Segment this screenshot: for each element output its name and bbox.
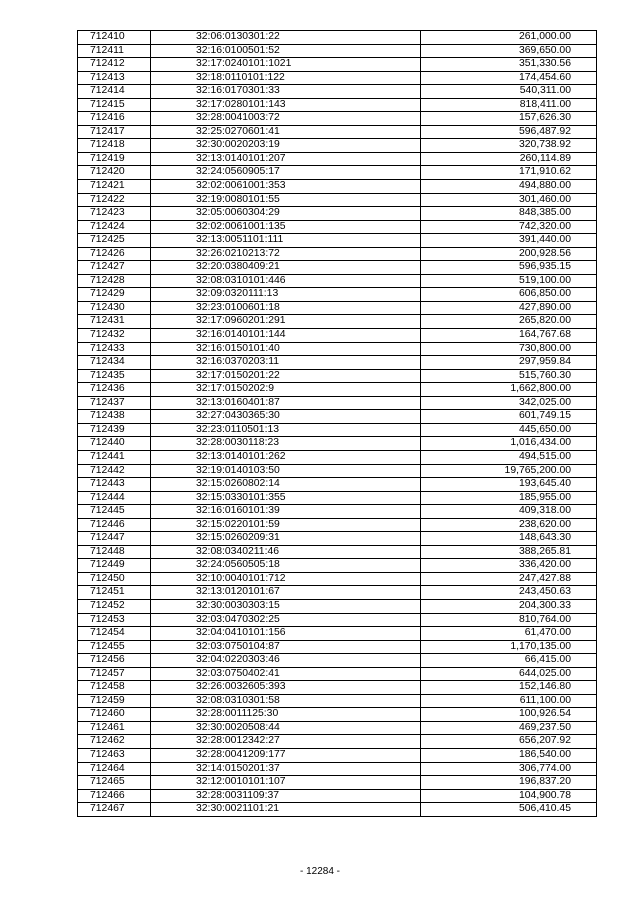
row-id-cell: 712446 <box>78 518 151 532</box>
amount-cell: 157,626.30 <box>421 112 597 126</box>
amount-cell: 196,837.20 <box>421 776 597 790</box>
amount-cell: 320,738.92 <box>421 139 597 153</box>
cadastral-number-cell: 32:09:0320111:13 <box>151 288 421 302</box>
table-row <box>78 803 597 817</box>
table-row <box>78 180 597 194</box>
cadastral-number-cell: 32:15:0260209:31 <box>151 532 421 546</box>
row-id-cell: 712441 <box>78 450 151 464</box>
cadastral-number-cell: 32:16:0370203:11 <box>151 356 421 370</box>
row-id-cell: 712426 <box>78 247 151 261</box>
amount-cell: 148,643.30 <box>421 532 597 546</box>
amount-cell: 445,650.00 <box>421 423 597 437</box>
cadastral-number-cell: 32:25:0270601:41 <box>151 125 421 139</box>
table-row <box>78 383 597 397</box>
table-row <box>78 58 597 72</box>
table-row <box>78 207 597 221</box>
cadastral-number-cell: 32:08:0310301:58 <box>151 694 421 708</box>
table-row <box>78 410 597 424</box>
cadastral-number-cell: 32:08:0340211:46 <box>151 545 421 559</box>
cadastral-number-cell: 32:03:0470302:25 <box>151 613 421 627</box>
table-row <box>78 667 597 681</box>
amount-cell: 606,850.00 <box>421 288 597 302</box>
row-id-cell: 712436 <box>78 383 151 397</box>
amount-cell: 810,764.00 <box>421 613 597 627</box>
cadastral-number-cell: 32:17:0280101:143 <box>151 98 421 112</box>
amount-cell: 494,515.00 <box>421 450 597 464</box>
cadastral-number-cell: 32:17:0150201:22 <box>151 369 421 383</box>
table-row <box>78 44 597 58</box>
table-row <box>78 423 597 437</box>
row-id-cell: 712431 <box>78 315 151 329</box>
row-id-cell: 712466 <box>78 789 151 803</box>
cadastral-number-cell: 32:02:0061001:353 <box>151 180 421 194</box>
amount-cell: 186,540.00 <box>421 748 597 762</box>
amount-cell: 596,935.15 <box>421 261 597 275</box>
table-row <box>78 356 597 370</box>
cadastral-number-cell: 32:23:0110501:13 <box>151 423 421 437</box>
row-id-cell: 712462 <box>78 735 151 749</box>
table-row <box>78 613 597 627</box>
amount-cell: 260,114.89 <box>421 152 597 166</box>
cadastral-number-cell: 32:24:0560505:18 <box>151 559 421 573</box>
row-id-cell: 712434 <box>78 356 151 370</box>
row-id-cell: 712440 <box>78 437 151 451</box>
amount-cell: 66,415.00 <box>421 654 597 668</box>
amount-cell: 494,880.00 <box>421 180 597 194</box>
table-row <box>78 735 597 749</box>
row-id-cell: 712420 <box>78 166 151 180</box>
table-row <box>78 559 597 573</box>
row-id-cell: 712438 <box>78 410 151 424</box>
cadastral-number-cell: 32:04:0220303:46 <box>151 654 421 668</box>
cadastral-number-cell: 32:08:0310101:446 <box>151 274 421 288</box>
row-id-cell: 712432 <box>78 329 151 343</box>
cadastral-number-cell: 32:16:0140101:144 <box>151 329 421 343</box>
table-row <box>78 681 597 695</box>
cadastral-number-cell: 32:20:0380409:21 <box>151 261 421 275</box>
cadastral-number-cell: 32:24:0560905:17 <box>151 166 421 180</box>
cadastral-number-cell: 32:04:0410101:156 <box>151 627 421 641</box>
table-row <box>78 261 597 275</box>
row-id-cell: 712435 <box>78 369 151 383</box>
cadastral-number-cell: 32:13:0160401:87 <box>151 396 421 410</box>
table-row <box>78 518 597 532</box>
amount-cell: 238,620.00 <box>421 518 597 532</box>
row-id-cell: 712442 <box>78 464 151 478</box>
cadastral-number-cell: 32:18:0110101:122 <box>151 71 421 85</box>
row-id-cell: 712437 <box>78 396 151 410</box>
table-row <box>78 776 597 790</box>
cadastral-number-cell: 32:26:0210213:72 <box>151 247 421 261</box>
row-id-cell: 712424 <box>78 220 151 234</box>
amount-cell: 506,410.45 <box>421 803 597 817</box>
row-id-cell: 712448 <box>78 545 151 559</box>
cadastral-number-cell: 32:13:0140101:262 <box>151 450 421 464</box>
row-id-cell: 712414 <box>78 85 151 99</box>
cadastral-number-cell: 32:28:0031109:37 <box>151 789 421 803</box>
table-row <box>78 654 597 668</box>
table-row <box>78 220 597 234</box>
row-id-cell: 712410 <box>78 31 151 45</box>
cadastral-number-cell: 32:12:0010101:107 <box>151 776 421 790</box>
row-id-cell: 712467 <box>78 803 151 817</box>
cadastral-number-cell: 32:16:0100501:52 <box>151 44 421 58</box>
row-id-cell: 712443 <box>78 478 151 492</box>
row-id-cell: 712445 <box>78 505 151 519</box>
row-id-cell: 712422 <box>78 193 151 207</box>
row-id-cell: 712460 <box>78 708 151 722</box>
amount-cell: 152,146.80 <box>421 681 597 695</box>
amount-cell: 611,100.00 <box>421 694 597 708</box>
table-row <box>78 234 597 248</box>
table-row <box>78 450 597 464</box>
table-row <box>78 789 597 803</box>
cadastral-number-cell: 32:13:0140101:207 <box>151 152 421 166</box>
amount-cell: 730,800.00 <box>421 342 597 356</box>
table-row <box>78 166 597 180</box>
row-id-cell: 712464 <box>78 762 151 776</box>
amount-cell: 388,265.81 <box>421 545 597 559</box>
amount-cell: 391,440.00 <box>421 234 597 248</box>
cadastral-number-cell: 32:28:0011125:30 <box>151 708 421 722</box>
amount-cell: 409,318.00 <box>421 505 597 519</box>
row-id-cell: 712457 <box>78 667 151 681</box>
table-row <box>78 139 597 153</box>
row-id-cell: 712427 <box>78 261 151 275</box>
amount-cell: 818,411.00 <box>421 98 597 112</box>
cadastral-number-cell: 32:06:0130301:22 <box>151 31 421 45</box>
row-id-cell: 712450 <box>78 572 151 586</box>
row-id-cell: 712421 <box>78 180 151 194</box>
amount-cell: 200,928.56 <box>421 247 597 261</box>
amount-cell: 243,450.63 <box>421 586 597 600</box>
row-id-cell: 712463 <box>78 748 151 762</box>
row-id-cell: 712461 <box>78 721 151 735</box>
row-id-cell: 712465 <box>78 776 151 790</box>
amount-cell: 174,454.60 <box>421 71 597 85</box>
table-row <box>78 247 597 261</box>
table-row <box>78 342 597 356</box>
amount-cell: 171,910.62 <box>421 166 597 180</box>
table-row <box>78 748 597 762</box>
cadastral-number-cell: 32:13:0120101:67 <box>151 586 421 600</box>
row-id-cell: 712444 <box>78 491 151 505</box>
amount-cell: 427,890.00 <box>421 301 597 315</box>
row-id-cell: 712454 <box>78 627 151 641</box>
row-id-cell: 712416 <box>78 112 151 126</box>
amount-cell: 61,470.00 <box>421 627 597 641</box>
row-id-cell: 712455 <box>78 640 151 654</box>
table-row <box>78 505 597 519</box>
table-row <box>78 640 597 654</box>
amount-cell: 100,926.54 <box>421 708 597 722</box>
table-row <box>78 464 597 478</box>
cadastral-number-cell: 32:10:0040101:712 <box>151 572 421 586</box>
row-id-cell: 712428 <box>78 274 151 288</box>
row-id-cell: 712459 <box>78 694 151 708</box>
amount-cell: 193,645.40 <box>421 478 597 492</box>
cadastral-number-cell: 32:05:0060304:29 <box>151 207 421 221</box>
cadastral-number-cell: 32:26:0032605:393 <box>151 681 421 695</box>
cadastral-number-cell: 32:14:0150201:37 <box>151 762 421 776</box>
amount-cell: 351,330.56 <box>421 58 597 72</box>
amount-cell: 656,207.92 <box>421 735 597 749</box>
amount-cell: 164,767.68 <box>421 329 597 343</box>
amount-cell: 336,420.00 <box>421 559 597 573</box>
table-row <box>78 369 597 383</box>
table-row <box>78 301 597 315</box>
row-id-cell: 712453 <box>78 613 151 627</box>
row-id-cell: 712449 <box>78 559 151 573</box>
cadastral-number-cell: 32:13:0051101:111 <box>151 234 421 248</box>
table-row <box>78 478 597 492</box>
table-body <box>78 31 597 817</box>
table-row <box>78 491 597 505</box>
row-id-cell: 712429 <box>78 288 151 302</box>
amount-cell: 204,300.33 <box>421 599 597 613</box>
cadastral-number-cell: 32:02:0061001:135 <box>151 220 421 234</box>
row-id-cell: 712418 <box>78 139 151 153</box>
amount-cell: 1,016,434.00 <box>421 437 597 451</box>
cadastral-number-cell: 32:28:0012342:27 <box>151 735 421 749</box>
row-id-cell: 712430 <box>78 301 151 315</box>
cadastral-number-cell: 32:30:0020508:44 <box>151 721 421 735</box>
amount-cell: 185,955.00 <box>421 491 597 505</box>
table-row <box>78 152 597 166</box>
cadastral-number-cell: 32:16:0170301:33 <box>151 85 421 99</box>
cadastral-number-cell: 32:27:0430365:30 <box>151 410 421 424</box>
cadastral-number-cell: 32:16:0150101:40 <box>151 342 421 356</box>
cadastral-number-cell: 32:28:0041209:177 <box>151 748 421 762</box>
table-row <box>78 396 597 410</box>
table-row <box>78 98 597 112</box>
row-id-cell: 712439 <box>78 423 151 437</box>
amount-cell: 1,170,135.00 <box>421 640 597 654</box>
amount-cell: 247,427.88 <box>421 572 597 586</box>
row-id-cell: 712411 <box>78 44 151 58</box>
data-table <box>77 30 597 817</box>
cadastral-number-cell: 32:03:0750104:87 <box>151 640 421 654</box>
amount-cell: 306,774.00 <box>421 762 597 776</box>
cadastral-number-cell: 32:15:0220101:59 <box>151 518 421 532</box>
amount-cell: 369,650.00 <box>421 44 597 58</box>
amount-cell: 301,460.00 <box>421 193 597 207</box>
cadastral-number-cell: 32:28:0030118:23 <box>151 437 421 451</box>
cadastral-number-cell: 32:17:0240101:1021 <box>151 58 421 72</box>
amount-cell: 596,487.92 <box>421 125 597 139</box>
row-id-cell: 712413 <box>78 71 151 85</box>
table-row <box>78 31 597 45</box>
cadastral-number-cell: 32:15:0260802:14 <box>151 478 421 492</box>
cadastral-number-cell: 32:17:0960201:291 <box>151 315 421 329</box>
row-id-cell: 712419 <box>78 152 151 166</box>
amount-cell: 19,765,200.00 <box>421 464 597 478</box>
amount-cell: 261,000.00 <box>421 31 597 45</box>
amount-cell: 644,025.00 <box>421 667 597 681</box>
amount-cell: 540,311.00 <box>421 85 597 99</box>
page-number: - 12284 - <box>299 866 341 877</box>
cadastral-number-cell: 32:23:0100601:18 <box>151 301 421 315</box>
table-row <box>78 721 597 735</box>
table-row <box>78 315 597 329</box>
table-row <box>78 762 597 776</box>
cadastral-number-cell: 32:30:0020203:19 <box>151 139 421 153</box>
table-row <box>78 71 597 85</box>
row-id-cell: 712433 <box>78 342 151 356</box>
row-id-cell: 712451 <box>78 586 151 600</box>
amount-cell: 342,025.00 <box>421 396 597 410</box>
cadastral-number-cell: 32:15:0330101:355 <box>151 491 421 505</box>
amount-cell: 848,385.00 <box>421 207 597 221</box>
table-row <box>78 193 597 207</box>
amount-cell: 1,662,800.00 <box>421 383 597 397</box>
row-id-cell: 712425 <box>78 234 151 248</box>
row-id-cell: 712452 <box>78 599 151 613</box>
amount-cell: 297,959.84 <box>421 356 597 370</box>
amount-cell: 601,749.15 <box>421 410 597 424</box>
row-id-cell: 712458 <box>78 681 151 695</box>
amount-cell: 104,900.78 <box>421 789 597 803</box>
row-id-cell: 712423 <box>78 207 151 221</box>
cadastral-number-cell: 32:03:0750402:41 <box>151 667 421 681</box>
table-row <box>78 125 597 139</box>
amount-cell: 519,100.00 <box>421 274 597 288</box>
amount-cell: 742,320.00 <box>421 220 597 234</box>
row-id-cell: 712456 <box>78 654 151 668</box>
row-id-cell: 712417 <box>78 125 151 139</box>
table-row <box>78 572 597 586</box>
table-row <box>78 532 597 546</box>
table-row <box>78 694 597 708</box>
amount-cell: 265,820.00 <box>421 315 597 329</box>
row-id-cell: 712412 <box>78 58 151 72</box>
table-row <box>78 586 597 600</box>
table-row <box>78 112 597 126</box>
table-row <box>78 274 597 288</box>
cadastral-number-cell: 32:19:0140103:50 <box>151 464 421 478</box>
table-row <box>78 708 597 722</box>
cadastral-number-cell: 32:17:0150202:9 <box>151 383 421 397</box>
row-id-cell: 712415 <box>78 98 151 112</box>
table-row <box>78 627 597 641</box>
row-id-cell: 712447 <box>78 532 151 546</box>
table-row <box>78 437 597 451</box>
table-row <box>78 545 597 559</box>
table-row <box>78 85 597 99</box>
document-page <box>77 30 597 817</box>
table-row <box>78 329 597 343</box>
cadastral-number-cell: 32:19:0080101:55 <box>151 193 421 207</box>
cadastral-number-cell: 32:30:0021101:21 <box>151 803 421 817</box>
table-row <box>78 599 597 613</box>
table-row <box>78 288 597 302</box>
amount-cell: 469,237.50 <box>421 721 597 735</box>
cadastral-number-cell: 32:16:0160101:39 <box>151 505 421 519</box>
cadastral-number-cell: 32:30:0030303:15 <box>151 599 421 613</box>
amount-cell: 515,760.30 <box>421 369 597 383</box>
cadastral-number-cell: 32:28:0041003:72 <box>151 112 421 126</box>
